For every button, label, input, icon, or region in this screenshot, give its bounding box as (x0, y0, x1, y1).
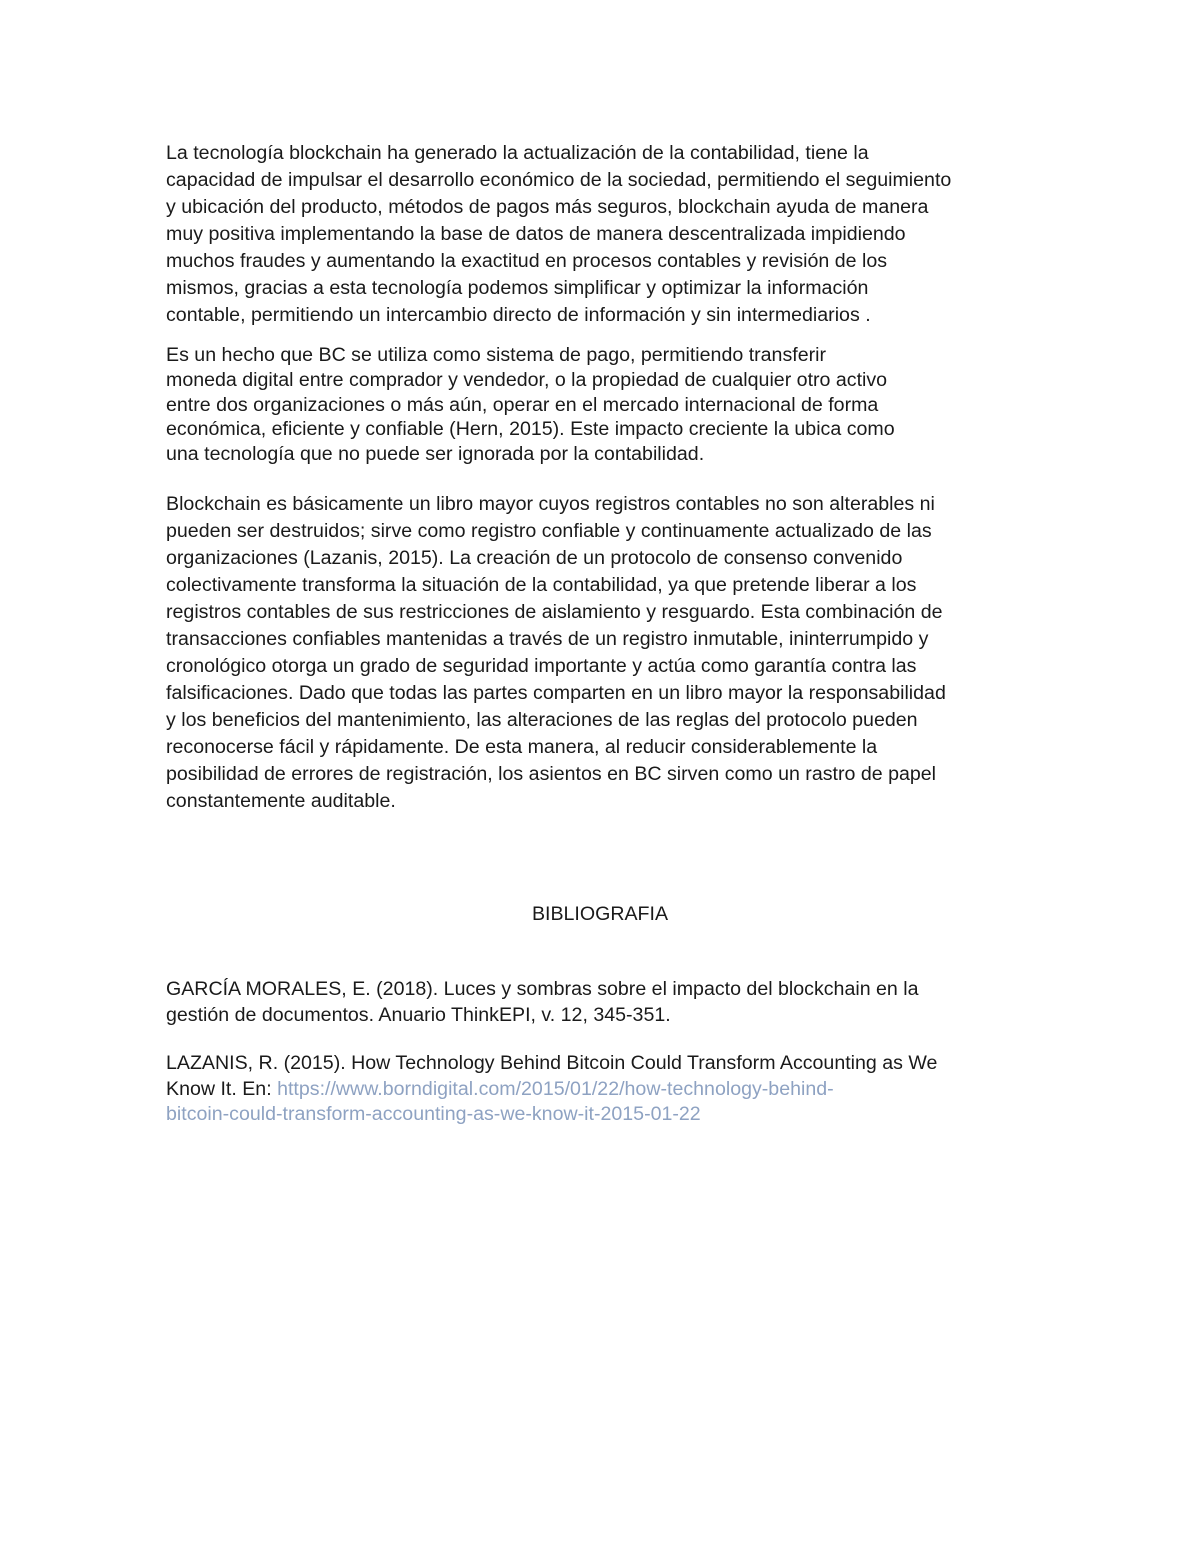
reference-line: GARCÍA MORALES, E. (2018). Luces y sombras sobre el impacto del blockchain en la (166, 978, 919, 1000)
paragraph-line: y los beneficios del mantenimiento, las alteraciones de las reglas del protocolo pueden (166, 709, 918, 731)
reference-line: LAZANIS, R. (2015). How Technology Behind Bitcoin Could Transform Accounting as We (166, 1052, 938, 1074)
paragraph-line: cronológico otorga un grado de seguridad importante y actúa como garantía contra las (166, 655, 917, 677)
bibliography-heading: BIBLIOGRAFIA (531, 903, 669, 925)
paragraph-line: colectivamente transforma la situación de la contabilidad, ya que pretende liberar a los (166, 574, 917, 596)
paragraph-ledger (166, 491, 946, 815)
paragraph-line: reconocerse fácil y rápidamente. De esta manera, al reducir considerablemente la (166, 736, 878, 758)
reference-garcia-morales (166, 977, 919, 1028)
reference-url-link-continued[interactable]: bitcoin-could-transform-accounting-as-we-know-it-2015-01-22 (166, 1103, 701, 1125)
paragraph-line: muy positiva implementando la base de datos de manera descentralizada impidiendo (166, 223, 906, 245)
paragraph-line: Es un hecho que BC se utiliza como sistema de pago, permitiendo transferir (166, 344, 826, 366)
paragraph-line: una tecnología que no puede ser ignorada por la contabilidad. (166, 443, 705, 466)
paragraph-payment-system (166, 343, 895, 467)
reference-line: gestión de documentos. Anuario ThinkEPI, v. 12, 345-351. (166, 1003, 671, 1026)
paragraph-line: registros contables de sus restricciones de aislamiento y resguardo. Esta combinación de (166, 601, 943, 623)
paragraph-line: capacidad de impulsar el desarrollo económico de la sociedad, permitiendo el seguimiento (166, 169, 952, 191)
paragraph-line: falsificaciones. Dado que todas las partes comparten en un libro mayor la responsabilidad (166, 682, 946, 704)
reference-line (166, 1102, 937, 1128)
reference-line (166, 1077, 937, 1103)
paragraph-line: Blockchain es básicamente un libro mayor cuyos registros contables no son alterables ni (166, 493, 935, 515)
paragraph-line: La tecnología blockchain ha generado la actualización de la contabilidad, tiene la (166, 142, 869, 164)
paragraph-line: posibilidad de errores de registración, los asientos en BC sirven como un rastro de papel (166, 763, 937, 785)
paragraph-line: muchos fraudes y aumentando la exactitud en procesos contables y revisión de los (166, 250, 888, 272)
paragraph-line: contable, permitiendo un intercambio directo de información y sin intermediarios . (166, 304, 871, 326)
paragraph-line: organizaciones (Lazanis, 2015). La creación de un protocolo de consenso convenido (166, 547, 903, 569)
paragraph-line: constantemente auditable. (166, 790, 396, 812)
paragraph-line: entre dos organizaciones o más aún, operar en el mercado internacional de forma (166, 393, 879, 416)
reference-lazanis (166, 1051, 937, 1128)
paragraph-line: económica, eficiente y confiable (Hern, 2015). Este impacto creciente la ubica como (166, 418, 895, 441)
paragraph-line: mismos, gracias a esta tecnología podemos simplificar y optimizar la información (166, 277, 869, 299)
reference-url-link[interactable]: https://www.borndigital.com/2015/01/22/how-technology-behind- (277, 1077, 834, 1100)
paragraph-line: transacciones confiables mantenidas a través de un registro inmutable, ininterrumpido y (166, 628, 929, 650)
reference-prefix: Know It. En: (166, 1077, 278, 1100)
paragraph-line: y ubicación del producto, métodos de pagos más seguros, blockchain ayuda de manera (166, 196, 929, 218)
paragraph-line: moneda digital entre comprador y vendedor, o la propiedad de cualquier otro activo (166, 368, 888, 391)
paragraph-line: pueden ser destruidos; sirve como registro confiable y continuamente actualizado de las (166, 520, 932, 542)
paragraph-blockchain-accounting (166, 140, 951, 329)
